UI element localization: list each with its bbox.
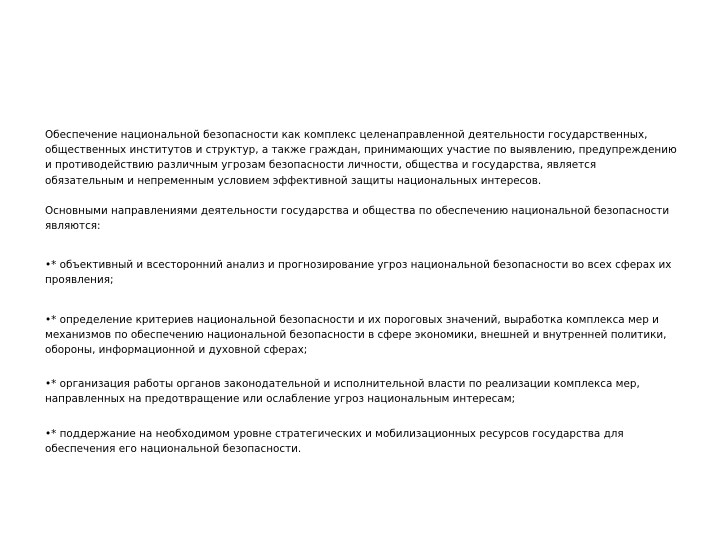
text-body [45, 128, 677, 457]
intro-paragraph: Обеспечение национальной безопасности как комплекс целенаправленной деятельности государственных, общественных институтов и структур, а также граждан, принимающих участие по выявлению, предупреждению и противодействию различным угрозам безопасности личности, общества и государства, является обязательным и непременным условием эффективной защиты национальных интересов. [45, 129, 677, 187]
list-item: •* организация работы органов законодательной и исполнительной власти по реализации комплекса мер, направленных на предотвращение или ослабление угроз национальным интересам; [45, 378, 640, 406]
list-item: •* объективный и всесторонний анализ и прогнозирование угроз национальной безопасности во всех сферах их проявления; [45, 259, 672, 287]
lead-paragraph: Основными направлениями деятельности государства и общества по обеспечению национальной безопасности являются: [45, 204, 670, 233]
list-item: •* поддержание на необходимом уровне стратегических и мобилизационных ресурсов государства для обеспечения его национальной безопасности. [45, 427, 624, 455]
list-item: •* определение критериев национальной безопасности и их пороговых значений, выработка комплекса мер и механизмов по обеспечению национальной безопасности в сфере экономики, внешней и внутренней политики, обороны, информационной и духовной сферах; [45, 313, 667, 357]
